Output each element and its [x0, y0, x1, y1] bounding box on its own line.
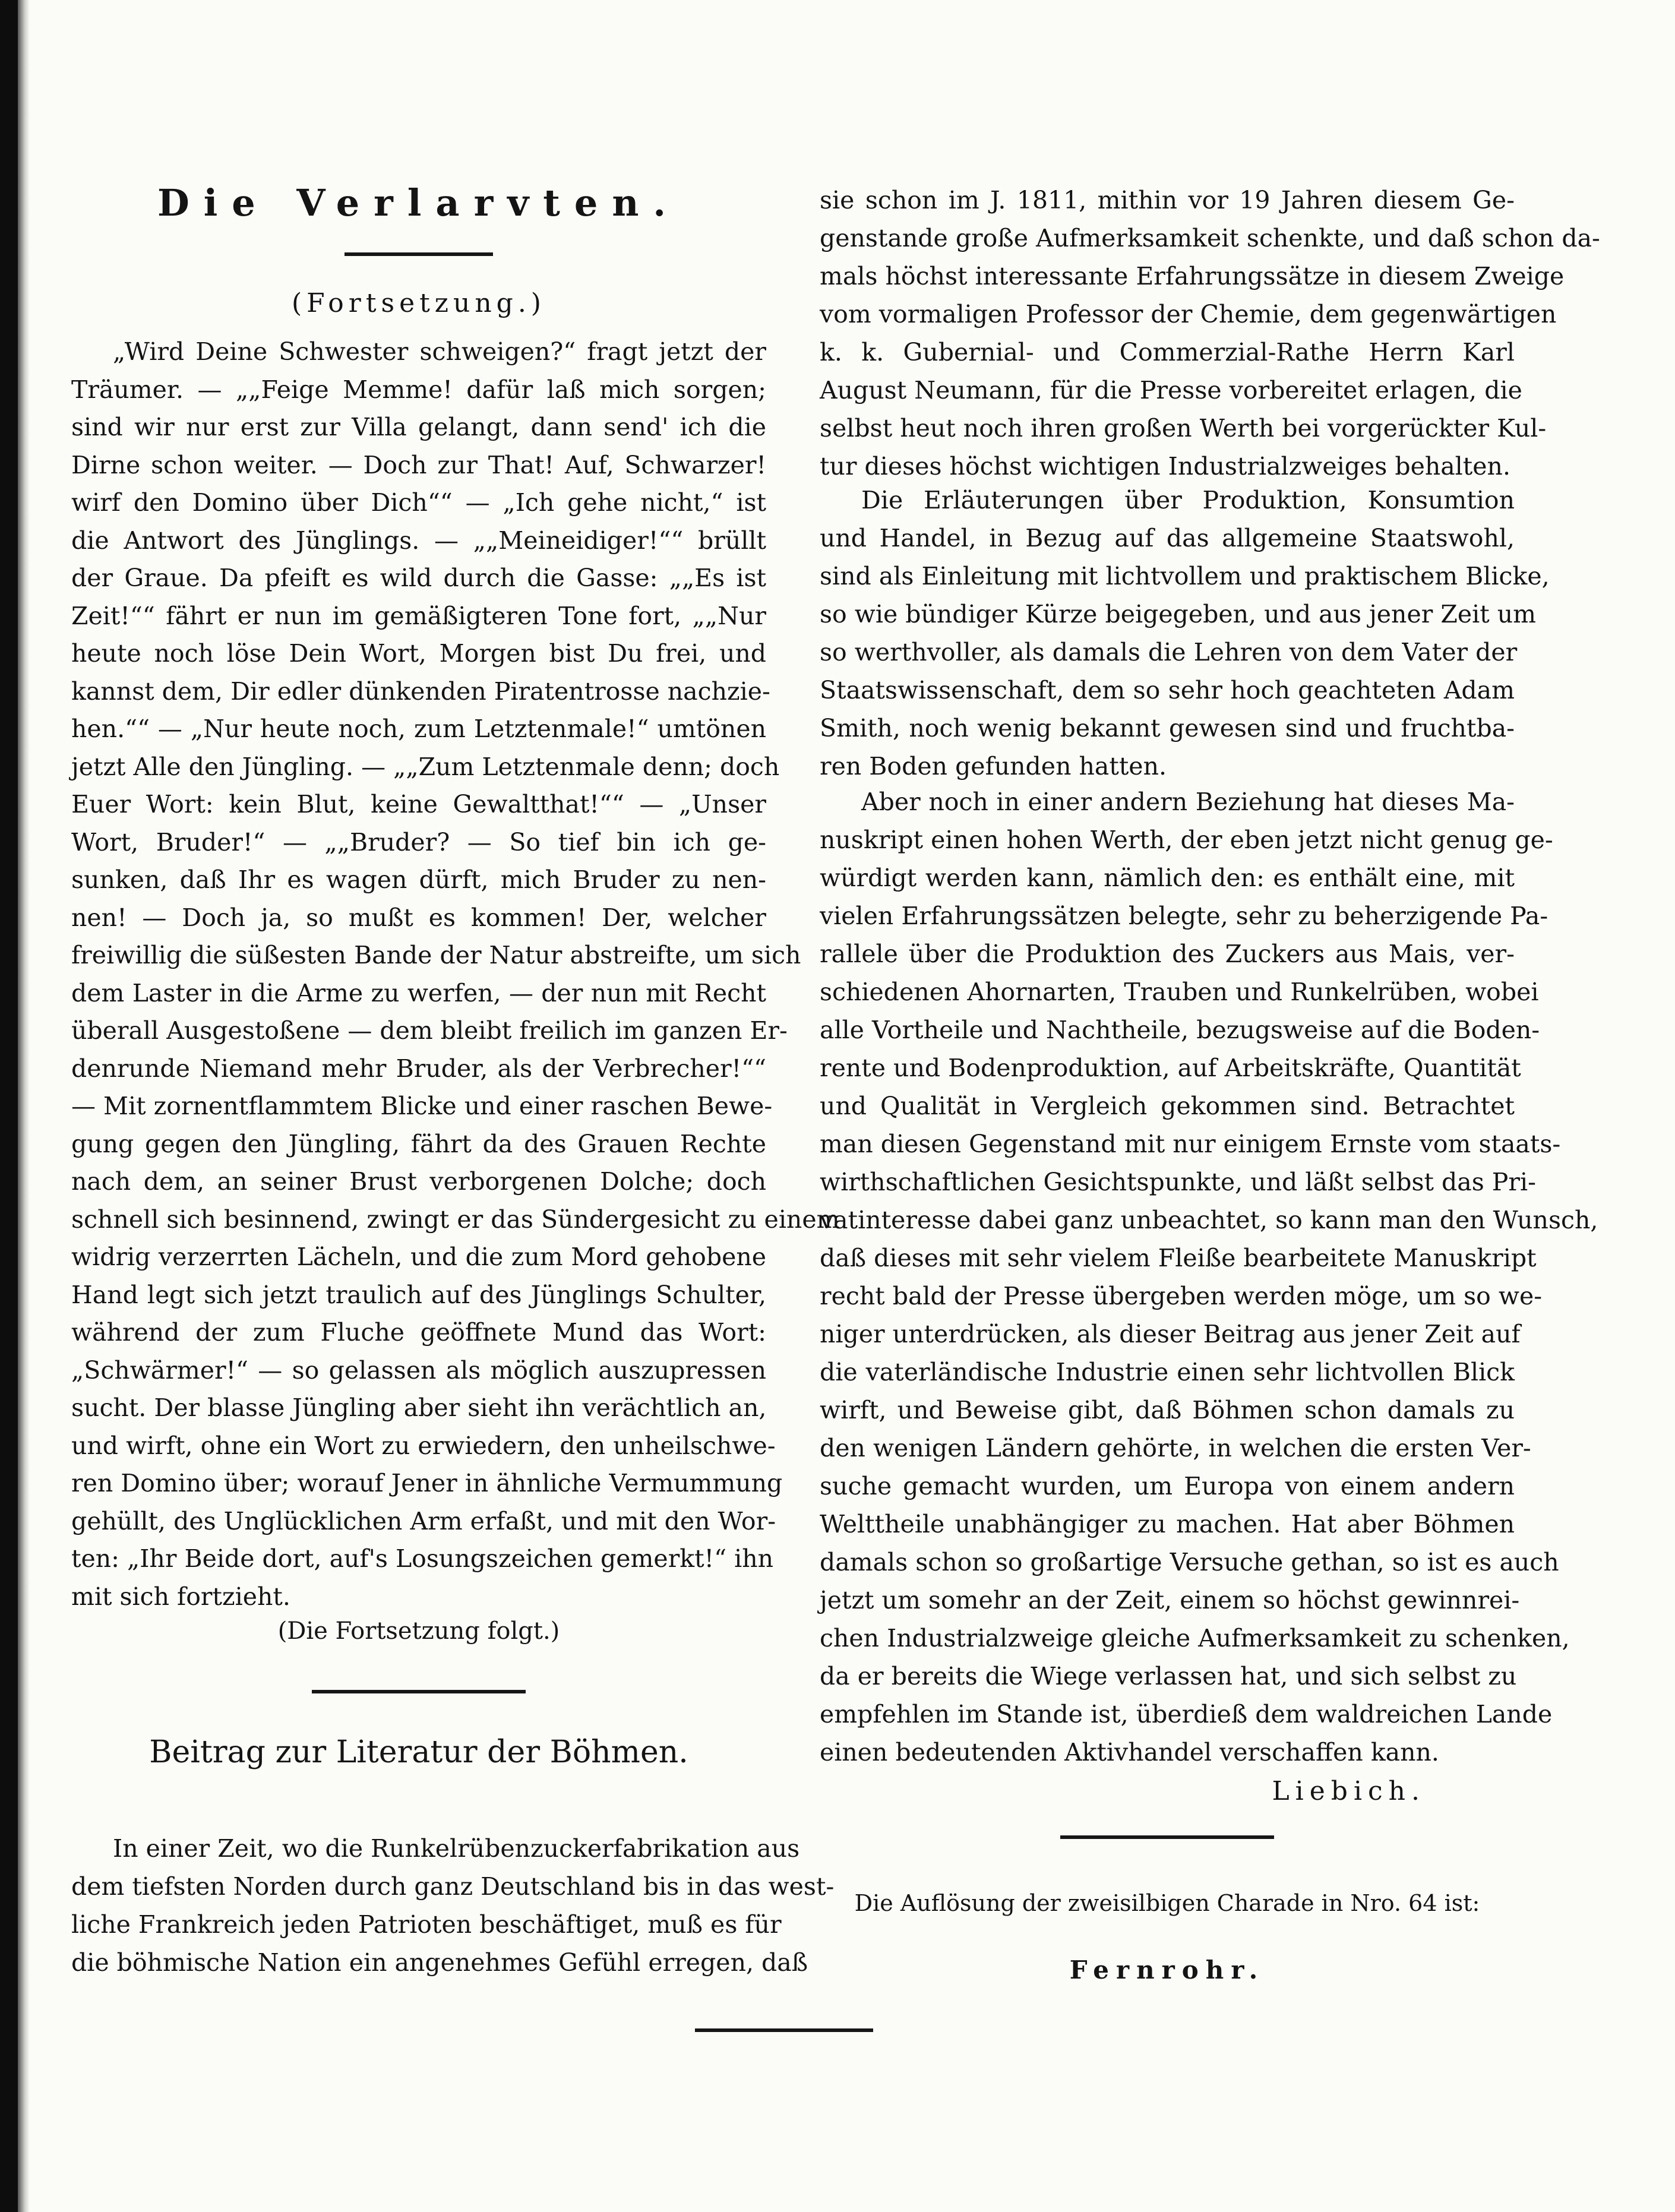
text-line: und Qualität in Vergleich gekommen sind. Betrachtet [820, 1092, 1515, 1120]
text-line: liche Frankreich jeden Patrioten beschäftiget, muß es für [71, 1910, 782, 1939]
text-line: „Wird Deine Schwester schweigen?“ fragt jetzt der [113, 337, 766, 366]
text-line: August Neumann, für die Presse vorbereitet erlagen, die [820, 376, 1522, 405]
text-line: nuskript einen hohen Werth, der eben jetzt nicht genug ge- [820, 826, 1553, 854]
text-line: sucht. Der blasse Jüngling aber sieht ihn verächtlich an, [71, 1393, 767, 1422]
article-divider [312, 1690, 526, 1693]
text-line: freiwillig die süßesten Bande der Natur abstreifte, um sich [71, 941, 801, 969]
text-line: Die Erläuterungen über Produktion, Konsumtion [861, 486, 1515, 514]
text-line: heute noch löse Dein Wort, Morgen bist Du frei, und [71, 639, 766, 668]
text-line: gehüllt, des Unglücklichen Arm erfaßt, und mit den Wor- [71, 1506, 776, 1535]
text-line: niger unterdrücken, als dieser Beitrag aus jener Zeit auf [820, 1320, 1521, 1348]
text-line: recht bald der Presse übergeben werden möge, um so we- [820, 1282, 1543, 1310]
text-line: den wenigen Ländern gehörte, in welchen die ersten Ver- [820, 1434, 1531, 1462]
text-line: Hand legt sich jetzt traulich auf des Jünglings Schulter, [71, 1280, 766, 1309]
page-binding-shadow [18, 0, 30, 2212]
charade-solution-text: Die Auflösung der zweisilbigen Charade in Nro. 64 ist: [854, 1890, 1480, 1916]
text-line: man diesen Gegenstand mit nur einigem Ernste vom staats- [820, 1130, 1561, 1158]
text-line: dem tiefsten Norden durch ganz Deutschland bis in das west- [71, 1872, 835, 1901]
text-line: sind als Einleitung mit lichtvollem und praktischem Blicke, [820, 562, 1550, 590]
charade-answer: Fernrohr. [1069, 1955, 1265, 1985]
text-line: während der zum Fluche geöffnete Mund das Wort: [71, 1318, 766, 1347]
text-line: die vaterländische Industrie einen sehr lichtvollen Blick [820, 1358, 1515, 1386]
text-line: schnell sich besinnend, zwingt er das Sündergesicht zu einem [71, 1205, 840, 1234]
text-line: schiedenen Ahornarten, Trauben und Runkelrüben, wobei [820, 978, 1539, 1006]
text-line: In einer Zeit, wo die Runkelrübenzuckerfabrikation aus [113, 1834, 800, 1863]
text-line: Zeit!““ fährt er nun im gemäßigteren Tone fort, „„Nur [71, 601, 766, 630]
text-line: vielen Erfahrungssätzen belegte, sehr zu beherzigende Pa- [820, 902, 1548, 930]
text-line: denrunde Niemand mehr Bruder, als der Verbrecher!““ [71, 1054, 766, 1083]
text-line: Aber noch in einer andern Beziehung hat dieses Ma- [861, 788, 1515, 816]
text-line: so werthvoller, als damals die Lehren von dem Vater der [820, 638, 1518, 666]
text-line: selbst heut noch ihren großen Werth bei vorgerückter Kul- [820, 414, 1547, 443]
author-signature: Liebich. [1272, 1776, 1426, 1806]
text-line: Euer Wort: kein Blut, keine Gewaltthat!““ — „Unser [71, 790, 766, 819]
text-line: rallele über die Produktion des Zuckers aus Mais, ver- [820, 940, 1515, 968]
text-line: ten: „Ihr Beide dort, auf's Losungszeichen gemerkt!“ ihn [71, 1544, 774, 1573]
text-line: jetzt Alle den Jüngling. — „„Zum Letztenmale denn; doch [71, 752, 780, 781]
text-line: — Mit zornentflammtem Blicke und einer raschen Bewe- [71, 1092, 773, 1120]
text-line: sunken, daß Ihr es wagen dürft, mich Bruder zu nen- [71, 865, 766, 894]
text-line: die böhmische Nation ein angenehmes Gefühl erregen, daß [71, 1948, 808, 1977]
page-end-rule [695, 2028, 873, 2032]
text-line: k. k. Gubernial- und Commerzial-Rathe Herrn Karl [820, 338, 1515, 366]
text-line: ren Boden gefunden hatten. [820, 752, 1167, 780]
text-line: einen bedeutenden Aktivhandel verschaffen kann. [820, 1738, 1439, 1767]
text-line: hen.““ — „Nur heute noch, zum Letztenmale!“ umtönen [71, 715, 766, 743]
text-line: dem Laster in die Arme zu werfen, — der nun mit Recht [71, 978, 766, 1007]
text-line: Welttheile unabhängiger zu machen. Hat aber Böhmen [820, 1510, 1515, 1538]
text-line: jetzt um somehr an der Zeit, einem so höchst gewinnrei- [820, 1586, 1520, 1614]
text-line: empfehlen im Stande ist, überdieß dem waldreichen Lande [820, 1700, 1553, 1728]
text-line: überall Ausgestoßene — dem bleibt freilich im ganzen Er- [71, 1016, 788, 1045]
text-line: vatinteresse dabei ganz unbeachtet, so kann man den Wunsch, [820, 1206, 1598, 1234]
text-line: sind wir nur erst zur Villa gelangt, dann send' ich die [71, 413, 766, 441]
continuation-note: (Die Fortsetzung folgt.) [277, 1617, 560, 1645]
text-line: die Antwort des Jünglings. — „„Meineidiger!““ brüllt [71, 526, 766, 555]
text-line: nach dem, an seiner Brust verborgenen Dolche; doch [71, 1167, 766, 1196]
text-line: widrig verzerrten Lächeln, und die zum Mord gehobene [71, 1243, 766, 1271]
text-line: tur dieses höchst wichtigen Industrialzweiges behalten. [820, 452, 1510, 481]
text-line: mals höchst interessante Erfahrungssätze in diesem Zweige [820, 262, 1565, 290]
text-line: ren Domino über; worauf Jener in ähnliche Vermummung [71, 1469, 783, 1497]
text-line: würdigt werden kann, nämlich den: es enthält eine, mit [820, 864, 1515, 892]
text-line: damals schon so großartige Versuche gethan, so ist es auch [820, 1548, 1559, 1576]
text-line: so wie bündiger Kürze beigegeben, und aus jener Zeit um [820, 600, 1537, 628]
text-line: wirft, und Beweise gibt, daß Böhmen schon damals zu [820, 1396, 1515, 1424]
charade-divider [1060, 1835, 1274, 1839]
text-line: Smith, noch wenig bekannt gewesen sind und fruchtba- [820, 714, 1515, 742]
text-line: gung gegen den Jüngling, fährt da des Grauen Rechte [71, 1129, 766, 1158]
text-line: genstande große Aufmerksamkeit schenkte, und daß schon da- [820, 224, 1600, 252]
text-line: da er bereits die Wiege verlassen hat, und sich selbst zu [820, 1662, 1517, 1690]
text-line: Wort, Bruder!“ — „„Bruder? — So tief bin ich ge- [71, 827, 766, 857]
text-line: suche gemacht wurden, um Europa von einem andern [820, 1472, 1515, 1500]
text-line: der Graue. Da pfeift es wild durch die Gasse: „„Es ist [71, 564, 766, 592]
text-line: wirf den Domino über Dich““ — „Ich gehe nicht,“ ist [71, 488, 766, 517]
continuation-heading: (Fortsetzung.) [292, 288, 546, 318]
text-line: Dirne schon weiter. — Doch zur That! Auf, Schwarzer! [71, 450, 766, 479]
text-line: nen! — Doch ja, so mußt es kommen! Der, welcher [71, 903, 766, 932]
text-line: mit sich fortzieht. [71, 1582, 290, 1611]
text-line: daß dieses mit sehr vielem Fleiße bearbeitete Manuskript [820, 1244, 1537, 1272]
text-line: „Schwärmer!“ — so gelassen als möglich auszupressen [71, 1355, 766, 1385]
text-line: vom vormaligen Professor der Chemie, dem gegenwärtigen [820, 300, 1557, 328]
text-line: Träumer. — „„Feige Memme! dafür laß mich sorgen; [71, 375, 766, 404]
article-title-beitrag: Beitrag zur Literatur der Böhmen. [149, 1734, 688, 1770]
title-rule [345, 252, 493, 256]
text-line: kannst dem, Dir edler dünkenden Piratentrosse nachzie- [71, 677, 770, 706]
text-line: wirthschaftlichen Gesichtspunkte, und läßt selbst das Pri- [820, 1168, 1536, 1196]
text-line: chen Industrialzweige gleiche Aufmerksamkeit zu schenken, [820, 1624, 1570, 1652]
text-line: und Handel, in Bezug auf das allgemeine Staatswohl, [820, 524, 1515, 552]
text-line: alle Vortheile und Nachtheile, bezugsweise auf die Boden- [820, 1016, 1540, 1044]
article-title-verlarvten: Die Verlarvten. [157, 181, 681, 225]
text-line: und wirft, ohne ein Wort zu erwiedern, den unheilschwe- [71, 1431, 776, 1460]
text-line: sie schon im J. 1811, mithin vor 19 Jahren diesem Ge- [820, 186, 1515, 214]
text-line: Staatswissenschaft, dem so sehr hoch geachteten Adam [820, 676, 1515, 704]
text-line: rente und Bodenproduktion, auf Arbeitskräfte, Quantität [820, 1054, 1521, 1082]
page-binding-edge [0, 0, 18, 2212]
